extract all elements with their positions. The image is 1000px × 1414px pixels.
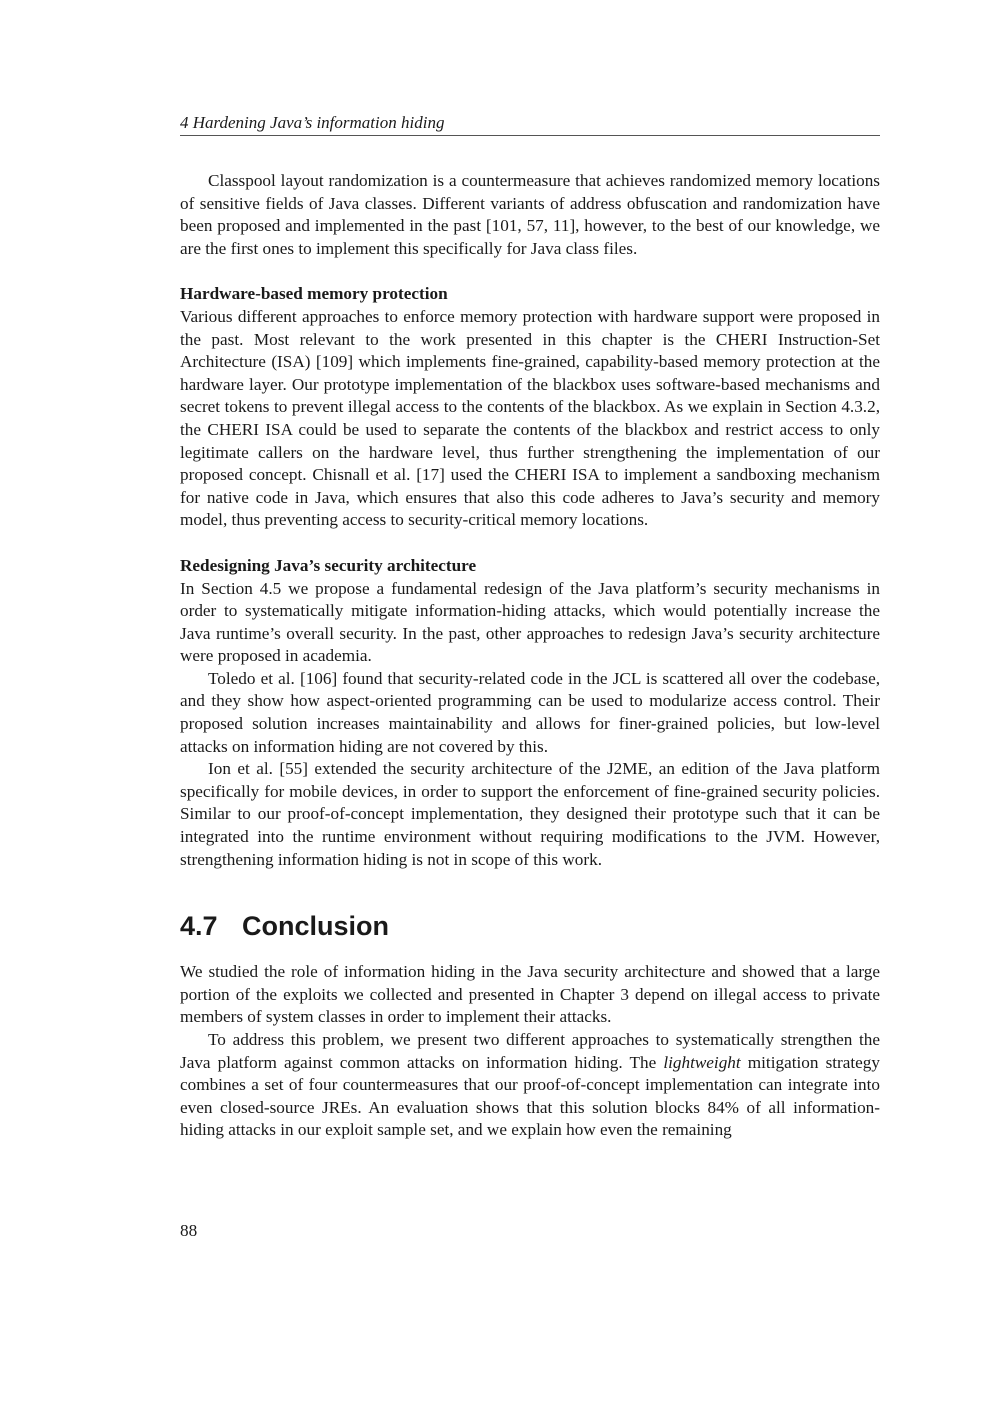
subheading-redesigning-security: Redesigning Java’s security architecture <box>180 555 477 575</box>
subheading-hardware-memory-protection: Hardware-based memory protection <box>180 284 448 304</box>
paragraph-ion: Ion et al. [55] extended the security architecture of the J2ME, an edition of the Java platform specifically for mobile devices, in order to support the enforcement of fine-grained security policies. Similar to our proof-of-concept implementation, they designed their prototype such that it can be integrated into the runtime environment without requiring modifications to the JVM. However, strengthening information hiding is not in scope of this work. <box>180 759 880 869</box>
paragraph-conclusion-approaches-part1: To address this problem, we present two different approaches to systematically strengthen the Java platform against common attacks on information hiding. The <box>180 1030 880 1072</box>
paragraph-classpool-randomization: Classpool layout randomization is a countermeasure that achieves randomized memory locations of sensitive fields of Java classes. Different variants of address obfuscation and randomization have been proposed and implemented in the past [101, 57, 11], however, to the best of our knowledge, we are the first ones to implement this specifically for Java class files. <box>180 171 880 258</box>
emphasis-lightweight: lightweight <box>663 1052 741 1072</box>
paragraph-toledo: Toledo et al. [106] found that security-related code in the JCL is scattered all over the codebase, and they show how aspect-oriented programming can be used to modularize access control. Their proposed solution increases maintainability and allows for finer-grained policies, but low-level attacks on information hiding are not covered by this. <box>180 668 880 756</box>
section-heading-conclusion <box>180 909 880 943</box>
running-head: 4 Hardening Java’s information hiding <box>180 111 880 136</box>
page-number: 88 <box>180 1221 198 1240</box>
paragraph-conclusion-study: We studied the role of information hiding in the Java security architecture and showed that a large portion of the exploits we collected and presented in Chapter 3 depend on illegal access to private members of system classes in order to implement their attacks. <box>180 962 880 1027</box>
section-number: 4.7 <box>180 911 218 942</box>
paragraph-conclusion-approaches-part2: mitigation strategy combines a set of four countermeasures that our proof-of-concept implementation can integrate into even closed-source JREs. An evaluation shows that this solution blocks 84% of all information-hiding attacks in our exploit sample set, and we explain how even the remaining <box>180 1052 880 1140</box>
body-text <box>180 170 880 1142</box>
paragraph-conclusion-approaches <box>180 1029 880 1142</box>
paragraph-redesign-intro: In Section 4.5 we propose a fundamental redesign of the Java platform’s security mechanisms in order to systematically mitigate information-hiding attacks, which would potentially increase the Java runtime’s overall security. In the past, other approaches to redesign Java’s security architecture were proposed in academia. <box>180 578 880 666</box>
paragraph-hardware-memory-protection: Various different approaches to enforce memory protection with hardware support were proposed in the past. Most relevant to the work presented in this chapter is the CHERI Instruction-Set Architecture (ISA) [109] which implements fine-grained, capability-based memory protection at the hardware layer. Our prototype implementation of the blackbox uses software-based mechanisms and secret tokens to prevent illegal access to the contents of the blackbox. As we explain in Section 4.3.2, the CHERI ISA could be used to separate the contents of the blackbox and restrict access to only legitimate callers on the hardware level, thus further strengthening the implementation of our proposed concept. Chisnall et al. [17] used the CHERI ISA to implement a sandboxing mechanism for native code in Java, which ensures that also this code adheres to Java’s security and memory model, thus preventing access to security-critical memory locations. <box>180 306 880 530</box>
section-title: Conclusion <box>242 911 389 942</box>
